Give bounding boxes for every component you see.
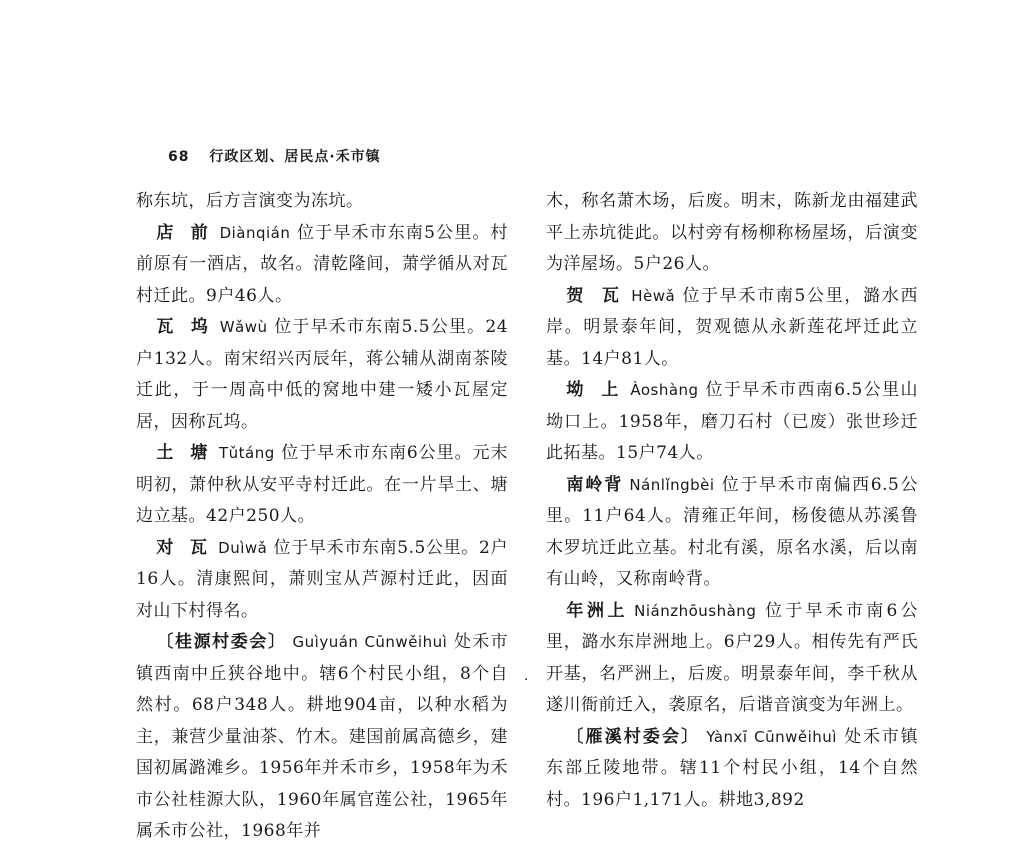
left-column bbox=[136, 186, 508, 848]
entry-headword: 贺 瓦 bbox=[566, 285, 626, 306]
entry-body: 位于早禾市东南5公里。村前原有一酒店，故名。清乾隆间，萧学循从对瓦村迁此。9户46人。 bbox=[136, 222, 508, 306]
entry bbox=[546, 281, 918, 376]
entry-pinyin: Wǎwù bbox=[219, 318, 268, 336]
entry-body: 称东坑，后方言演变为冻坑。 bbox=[136, 191, 364, 211]
page-number: 68 bbox=[168, 149, 190, 165]
entry-body: 位于早禾市南6公里，潞水东岸洲地上。6户29人。相传先有严氏开基，名严洲上，后废。明景泰年间，李千秋从遂川衙前迁入，袭原名，后谐音演变为年洲上。 bbox=[546, 600, 918, 715]
entry-pinyin: Àoshàng bbox=[630, 381, 699, 399]
running-title: 行政区划、居民点·禾市镇 bbox=[209, 149, 381, 165]
entry-pinyin: Diànqián bbox=[219, 223, 291, 242]
entry-headword: 对 瓦 bbox=[156, 537, 213, 558]
entry-body: 木，称名萧木场，后废。明末，陈新龙由福建武平上赤坑徙此。以村旁有杨柳称杨屋场，后演变为洋屋场。5户26人。 bbox=[546, 191, 918, 274]
entry bbox=[136, 438, 508, 533]
stray-mark: · bbox=[524, 672, 529, 688]
entry-body: 处禾市镇西南中丘狭谷地中。辖6个村民小组，8个自然村。68户348人。耕地904亩，以种水稻为主，兼营少量油茶、竹木。建国前属高德乡，建国初属潞滩乡。1956年并禾市乡，1958年为禾市公社桂源大队，1960年属官莲公社，1965年属禾市公社，1968年并 bbox=[136, 632, 509, 841]
entry bbox=[136, 186, 508, 218]
entry-body: 处禾市镇东部丘陵地带。辖11个村民小组，14个自然村。196户1,171人。耕地3,892 bbox=[546, 726, 919, 810]
entry-pinyin: Nánlǐngbèi bbox=[629, 475, 715, 494]
entry bbox=[136, 218, 508, 313]
entry-body: 位于早禾市东南5.5公里。2户16人。清康熙间，萧则宝从芦源村迁此，因面对山下村得名。 bbox=[136, 537, 509, 621]
entry-pinyin: Yànxī Cūnwěihuì bbox=[706, 727, 837, 746]
entry-headword: 南岭背 bbox=[566, 474, 624, 495]
entry-pinyin: Guìyuán Cūnwěihuì bbox=[292, 633, 448, 651]
entry-pinyin: Hèwǎ bbox=[631, 286, 676, 305]
entry bbox=[546, 375, 918, 470]
entry bbox=[546, 596, 918, 722]
entry-pinyin: Tǔtáng bbox=[218, 444, 275, 462]
entry-body: 位于早禾市东南6公里。元末明初，萧仲秋从安平寺村迁此。在一片旱土、塘边立基。42户250人。 bbox=[136, 443, 508, 526]
entry-headword: 〔雁溪村委会〕 bbox=[566, 726, 701, 747]
entry-headword: 土 塘 bbox=[156, 443, 213, 463]
entry-body: 位于早禾市西南6.5公里山坳口上。1958年，磨刀石村（已废）张世珍迁此拓基。15户74人。 bbox=[546, 380, 919, 463]
entry-body: 位于早禾市南5公里，潞水西岸。明景泰年间，贺观德从永新莲花坪迁此立基。14户81人。 bbox=[546, 285, 919, 369]
entry-headword: 年洲上 bbox=[566, 600, 629, 621]
entry bbox=[136, 312, 508, 438]
entry-body: 位于早禾市东南5.5公里。24户132人。南宋绍兴丙辰年，蒋公辅从湖南茶陵迁此，于一周高中低的窝地中建一矮小瓦屋定居，因称瓦坞。 bbox=[136, 317, 509, 432]
entry bbox=[136, 627, 508, 848]
entry-pinyin: Duìwǎ bbox=[218, 538, 268, 557]
entry bbox=[136, 533, 508, 628]
entry bbox=[546, 722, 918, 817]
entry-headword: 坳 上 bbox=[566, 380, 625, 400]
entry-headword: 〔桂源村委会〕 bbox=[156, 632, 287, 652]
entry-headword: 店 前 bbox=[156, 222, 214, 243]
entry bbox=[546, 470, 918, 596]
page-header bbox=[168, 146, 381, 166]
entry-pinyin: Niánzhōushàng bbox=[634, 601, 757, 620]
right-column bbox=[546, 186, 918, 816]
entry-body: 位于早禾市南偏西6.5公里。11户64人。清雍正年间，杨俊德从苏溪鲁木罗坑迁此立基。村北有溪，原名水溪，后以南有山岭，又称南岭背。 bbox=[546, 474, 918, 589]
entry-headword: 瓦 坞 bbox=[156, 317, 214, 337]
entry bbox=[546, 186, 918, 281]
